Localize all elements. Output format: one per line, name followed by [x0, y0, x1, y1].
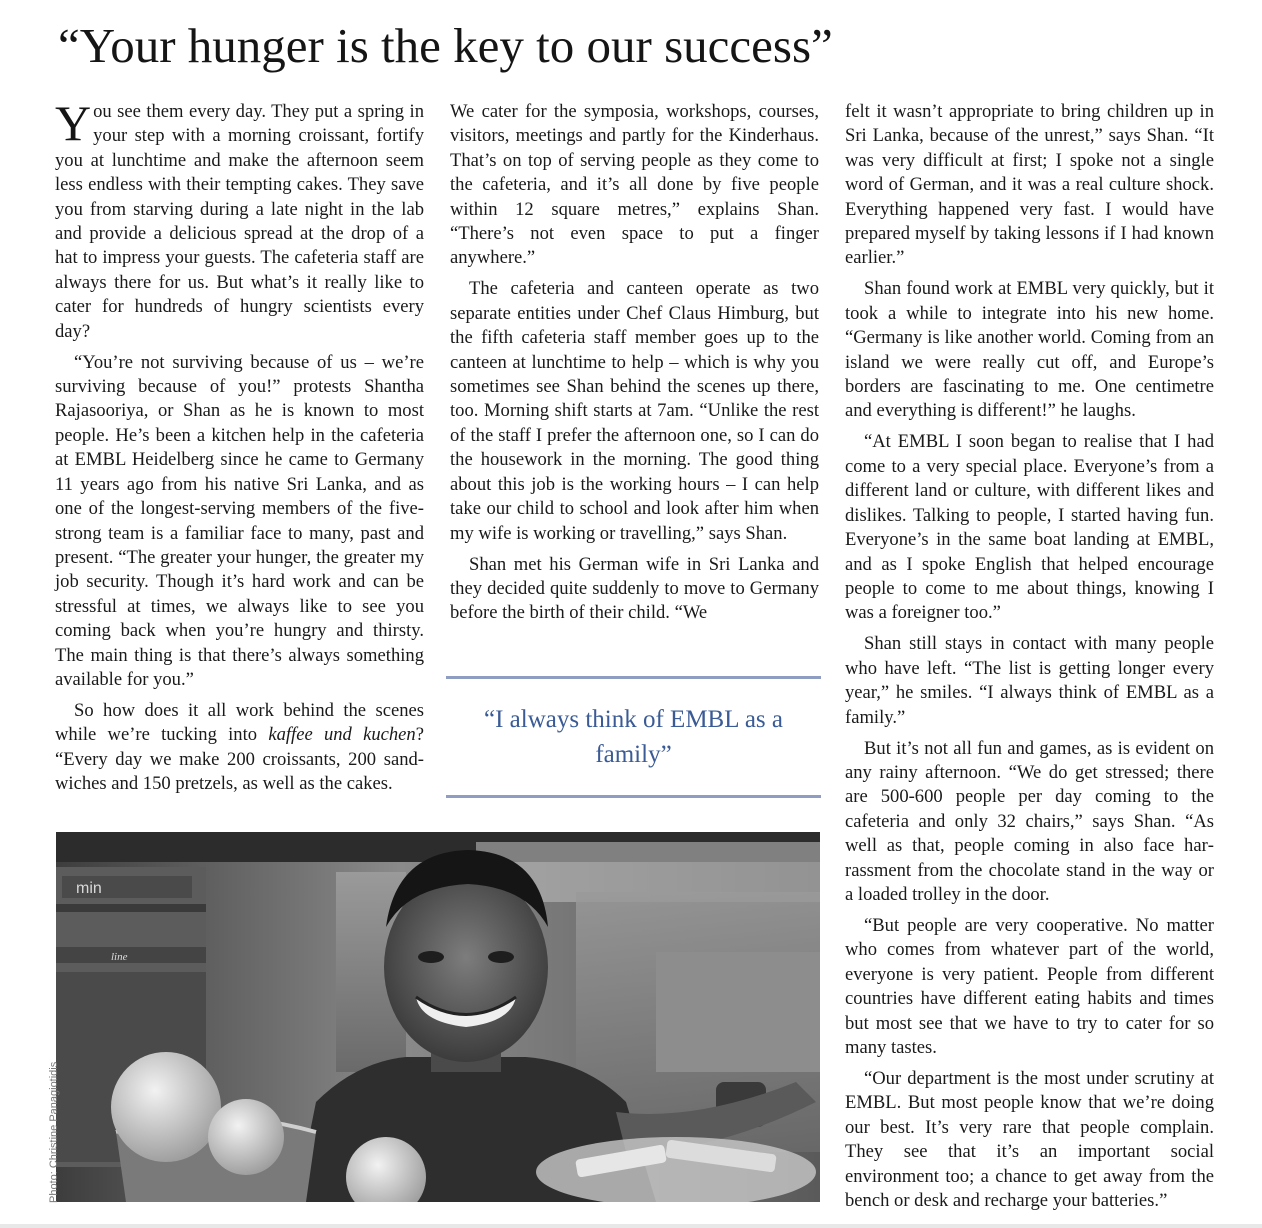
- paragraph: Shan found work at EMBL very quickly, but it took a while to integrate into his new home. “Germany is like another world. Coming from an island we were really cut off, and Europe’s borders are fascinating to me. One centimetre and everything is different!” he laughs.: [845, 278, 1214, 422]
- pull-quote-text: “I always think of EMBL as a family”: [484, 706, 783, 768]
- drop-cap: Y: [55, 95, 92, 151]
- paragraph: But it’s not all fun and games, as is evident on any rainy afternoon. “We do get stressed; there are 500-600 people per day coming to the cafeteria and only 32 chairs,” says Shan. “As well as that, people coming in also face harrassment from the chocolate stand in the way or a loaded trolley in the door.: [845, 737, 1214, 905]
- oven-brand: line: [111, 951, 128, 963]
- page-bottom-band: [0, 1224, 1262, 1228]
- paragraph: “But people are very cooperative. No matter who comes from whatever part of the world, everyone is very patient. People from different countries have different eating habits and times but most see that we have to try to cater for so many tastes.: [845, 914, 1214, 1058]
- paragraph-text: So how does it all work behind the scenes while we’re tucking into: [55, 699, 424, 746]
- paragraph: Shan still stays in contact with many people who have left. “The list is getting longer every year,” he smiles. “I always think of EMBL as a family.”: [845, 633, 1214, 728]
- paragraph: [55, 95, 424, 344]
- article-photo: [56, 832, 820, 1202]
- paragraph: The cafeteria and canteen operate as two separate entities under Chef Claus Himburg, but the fifth cafeteria staff member goes up to the canteen at lunchtime to help – which is why you sometimes see Shan behind the scenes up there, too. Morning shift starts at 7am. “Unlike the rest of the staff I prefer the afternoon one, so I can do the housework in the morning. The good thing about this job is the working hours – I can help take our child to school and look after him when my wife is working or travelling,” says Shan.: [450, 278, 819, 544]
- paragraph-text: ? “Every day we make 200 croissants, 200 sandwiches and 150 pretzels, as well as the cakes.: [55, 724, 424, 795]
- paragraph: “Our department is the most under scrutiny at EMBL. But most people know that we’re doing our best. It’s very rare that people complain. They see that it’s an important social environment too; a chance to get away from the bench or desk and recharge your batteries.”: [845, 1068, 1214, 1212]
- photo-illustration: [56, 832, 820, 1202]
- pull-quote: [446, 676, 821, 798]
- article-column-1: [55, 95, 424, 803]
- paragraph: Shan met his German wife in Sri Lanka and they decided quite suddenly to move to Germany before the birth of their child. “We: [450, 553, 819, 624]
- paragraph-text: ou see them every day. They put a spring in your step with a morning croissant, fortify you at lunchtime and make the afternoon seem less endless with their tempting cakes. They save you from starving during a late night in the lab and provide a delicious spread at the drop of a hat to impress your guests. The cafeteria staff are always there for us. But what’s it really like to cater for hundreds of hungry scientists every day?: [55, 101, 424, 342]
- headline: “Your hunger is the key to our success”: [58, 18, 833, 73]
- article-column-2: [450, 100, 819, 632]
- photo-credit: Photo: Christine Panagiotidis: [48, 1061, 60, 1203]
- paragraph: felt it wasn’t appropriate to bring children up in Sri Lanka, because of the unrest,” says Shan. “It was very difficult at first; I spoke not a single word of German, and it was a real culture shock. Everything happened very fast. I would have prepared myself by taking lessons if I had known earlier.”: [845, 101, 1214, 269]
- oven-label: min: [76, 880, 102, 897]
- paragraph: “At EMBL I soon began to realise that I had come to a very special place. Everyone’s from a different land or culture, with different likes and dislikes. Talking to people, I started having fun. Everyone’s in the same boat landing at EMBL, and as I spoke English that helped encourage people to come to me about things, knowing I was a foreigner too.”: [845, 431, 1214, 624]
- italic-phrase: kaffee und kuchen: [268, 724, 416, 746]
- article-column-3: [845, 100, 1214, 1220]
- paragraph: “You’re not surviving because of us – we’re surviving because of you!” protests Shantha Rajasooriya, or Shan as he is known to most people. He’s been a kitchen help in the cafeteria at EMBL Heidelberg since he came to Germany 11 years ago from his native Sri Lanka, and as one of the longest-serving members of the fivestrong team is a familiar face to many, past and present. “The greater your hunger, the greater my job security. Though it’s hard work and can be stressful at times, we always like to see you coming back when you’re hungry and thirsty. The main thing is that there’s always something available for you.”: [55, 351, 424, 690]
- paragraph: We cater for the symposia, workshops, courses, visitors, meetings and partly for the Kinderhaus. That’s on top of serving people as they come to the cafeteria, and it’s all done by five people within 12 square metres,” explains Shan. “There’s not even space to put a finger anywhere.”: [450, 101, 819, 269]
- paragraph: [55, 699, 424, 797]
